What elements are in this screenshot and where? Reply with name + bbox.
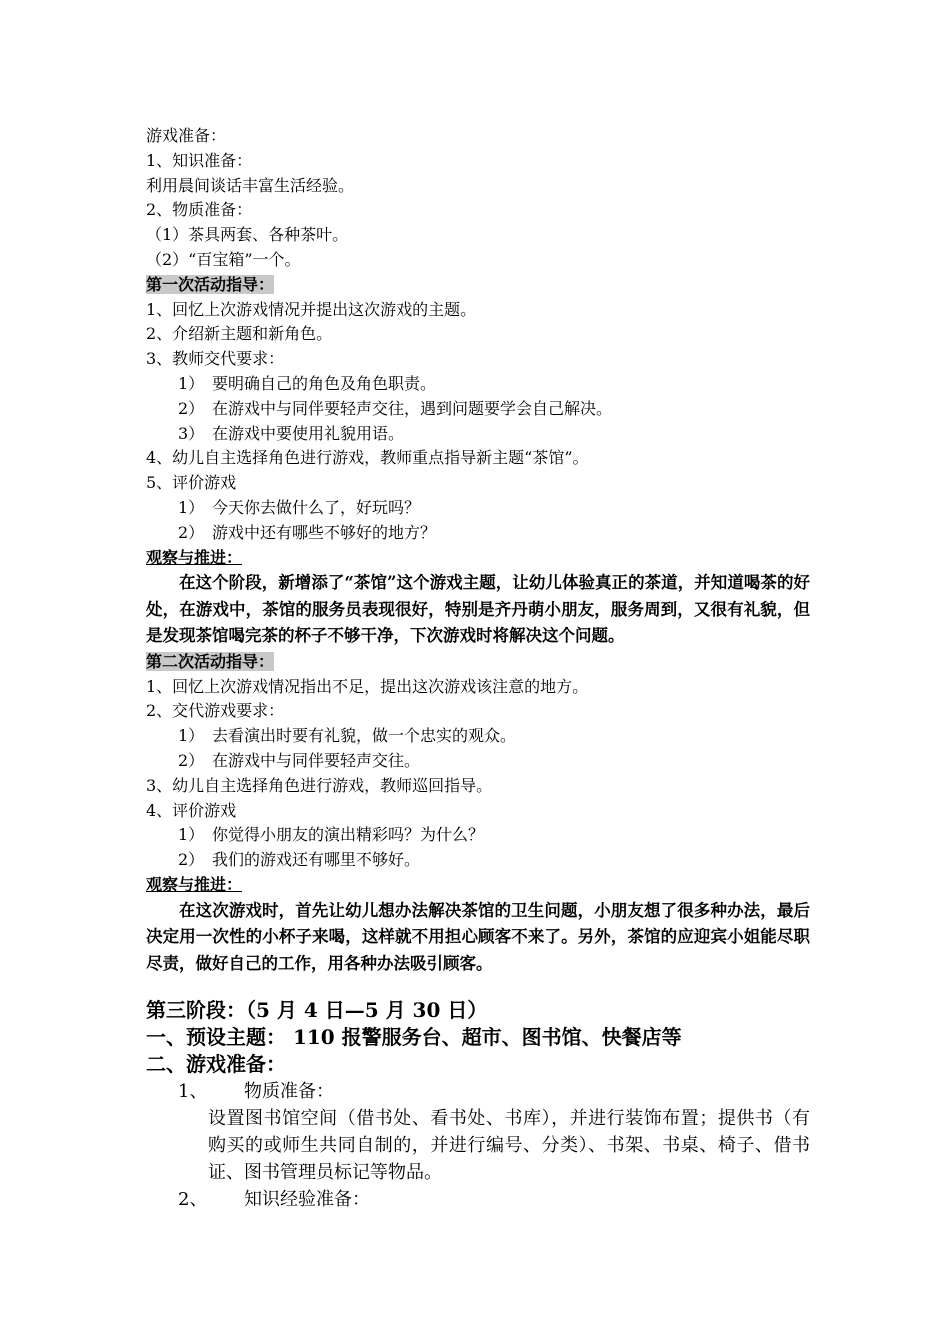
guide2-item-4: 4、评价游戏	[146, 800, 237, 820]
stage3-prep-title: 二、游戏准备：	[146, 1052, 286, 1077]
stage3-item-2: 2、 知识经验准备：	[178, 1189, 370, 1211]
guide1-obs-text: 在这个阶段，新增添了“茶馆”这个游戏主题，让幼儿体验真正的茶道，并知道喝茶的好处，在游戏中，茶馆的服务员表现很好，特别是齐丹萌小朋友，服务周到，又很有礼貌，但是发现茶馆喝完茶的杯子不够干净，下次游戏时将解决这个问题。	[146, 573, 810, 646]
knowledge-text: 利用晨间谈话丰富生活经验。	[146, 175, 355, 195]
section-spacer	[146, 977, 810, 997]
guide1-obs-heading	[146, 546, 810, 571]
guide1-req-2: 2） 在游戏中与同伴要轻声交往，遇到问题要学会自己解决。	[178, 398, 613, 418]
stage3-theme: 一、预设主题： 110 报警服务台、超市、图书馆、快餐店等	[146, 1025, 682, 1050]
guide1-item-4: 4、幼儿自主选择角色进行游戏，教师重点指导新主题“茶馆”。	[146, 448, 589, 468]
guide1-eval-1: 1） 今天你去做什么了，好玩吗？	[178, 497, 421, 517]
stage3-title: 第三阶段：（5 月 4 日—5 月 30 日）	[146, 998, 488, 1023]
guide2-heading	[146, 650, 810, 675]
guide2-eval-1: 1） 你觉得小朋友的演出精彩吗？为什么？	[178, 825, 485, 845]
document-body	[146, 124, 810, 1213]
knowledge-title: 1、知识准备：	[146, 150, 253, 170]
stage3-item-1: 1、 物质准备：	[178, 1081, 334, 1103]
guide1-item-1: 1、回忆上次游戏情况并提出这次游戏的主题。	[146, 299, 477, 319]
guide2-eval-2: 2） 我们的游戏还有哪里不够好。	[178, 850, 421, 870]
material-title: 2、物质准备：	[146, 200, 253, 220]
guide1-title: 第一次活动指导：	[146, 274, 275, 294]
guide2-obs-text: 在这次游戏时，首先让幼儿想办法解决茶馆的卫生问题，小朋友想了很多种办法，最后决定用一次性的小杯子来喝，这样就不用担心顾客不来了。另外，茶馆的应迎宾小姐能尽职尽责，做好自己的工作，用各种办法吸引顾客。	[146, 900, 810, 973]
material-item-2: （2）“百宝箱”一个。	[146, 249, 301, 269]
guide2-item-2: 2、交代游戏要求：	[146, 701, 285, 721]
guide1-obs-title: 观察与推进：	[146, 547, 243, 567]
guide1-item-3: 3、教师交代要求：	[146, 349, 285, 369]
stage3-item-1-text: 设置图书馆空间（借书处、看书处、书库），并进行装饰布置；提供书（有购买的或师生共同自制的，并进行编号、分类）、书架、书桌、椅子、借书证、图书管理员标记等物品。	[208, 1108, 810, 1184]
guide2-obs-heading	[146, 873, 810, 898]
guide1-req-1: 1） 要明确自己的角色及角色职责。	[178, 373, 437, 393]
guide2-obs-title: 观察与推进：	[146, 875, 243, 895]
material-item-1: （1）茶具两套、各种茶叶。	[146, 225, 349, 245]
guide2-title: 第二次活动指导：	[146, 651, 275, 671]
guide2-req-1: 1） 去看演出时要有礼貌，做一个忠实的观众。	[178, 726, 517, 746]
guide1-eval-2: 2） 游戏中还有哪些不够好的地方？	[178, 522, 437, 542]
guide1-req-3: 3） 在游戏中要使用礼貌用语。	[178, 423, 405, 443]
prep-title: 游戏准备：	[146, 126, 227, 145]
guide2-req-2: 2） 在游戏中与同伴要轻声交往。	[178, 751, 421, 771]
guide2-item-1: 1、回忆上次游戏情况指出不足，提出这次游戏该注意的地方。	[146, 676, 589, 696]
guide1-heading	[146, 273, 810, 298]
guide1-item-5: 5、评价游戏	[146, 473, 237, 493]
guide1-item-2: 2、介绍新主题和新角色。	[146, 324, 333, 344]
guide2-item-3: 3、幼儿自主选择角色进行游戏，教师巡回指导。	[146, 775, 493, 795]
